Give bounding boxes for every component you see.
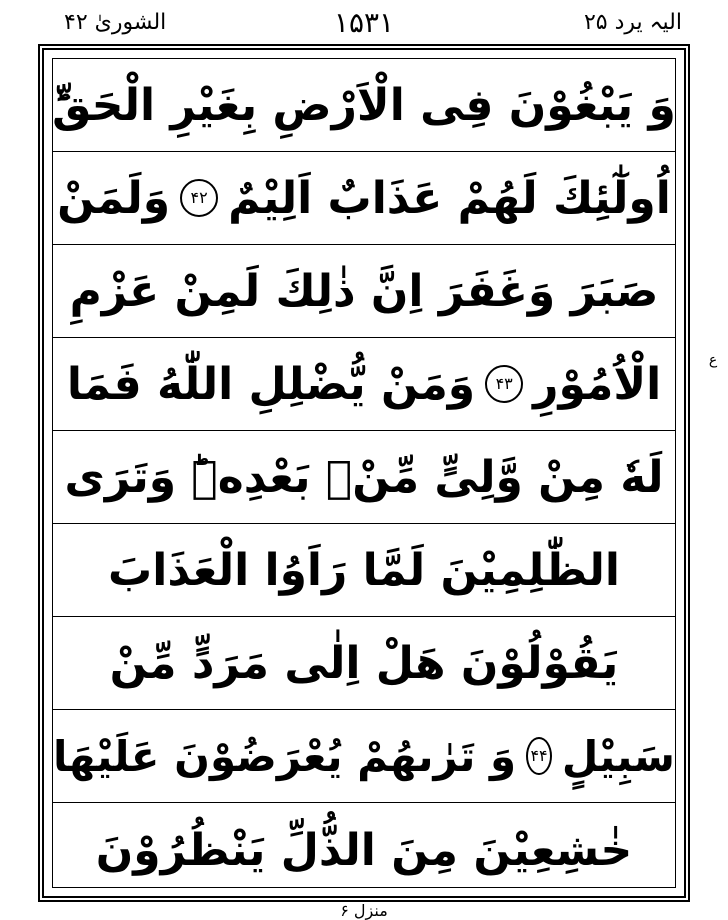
line-text: وَ تَرٰىهُمْ یُعْرَضُوْنَ عَلَیْهَا	[53, 731, 517, 781]
line-text: وَلَمَنْ	[57, 172, 171, 224]
line-text: الظّٰلِمِیْنَ لَمَّا رَاَوُا الْعَذَابَ	[108, 544, 620, 596]
text-line-2	[53, 152, 675, 245]
text-line-8	[53, 710, 675, 803]
text-line-3	[53, 245, 675, 338]
text-line-6	[53, 524, 675, 617]
text-line-9	[53, 803, 675, 897]
text-line-7	[53, 617, 675, 710]
verse-marker: ۴۲	[180, 179, 218, 217]
line-text: الْاُمُوْرِ	[533, 358, 662, 410]
line-text: لَهٗ مِنْ وَّلِیٍّ مِّنْۢ بَعْدِهٖؕ وَتَرَی	[64, 451, 664, 503]
text-area	[52, 58, 676, 888]
ruku-marker: ع	[708, 352, 718, 368]
text-line-1	[53, 59, 675, 152]
verse-marker: ۴۴	[526, 737, 552, 775]
surah-name: الشوریٰ ۴۲	[64, 10, 167, 35]
line-text: سَبِیْلٍ	[561, 731, 675, 781]
juz-name: الیہ یرد ۲۵	[583, 10, 682, 35]
text-line-5	[53, 431, 675, 524]
page-border	[38, 44, 690, 902]
line-text: وَ یَبْغُوْنَ فِی الْاَرْضِ بِغَیْرِ الْحَقِّؕ	[52, 79, 676, 131]
text-line-4	[53, 338, 675, 431]
line-text: وَمَنْ یُّضْلِلِ اللّٰهُ فَمَا	[66, 358, 476, 410]
line-text: صَبَرَ وَغَفَرَ اِنَّ ذٰلِكَ لَمِنْ عَزْمِ	[69, 265, 659, 317]
verse-marker: ۴۳	[485, 365, 523, 403]
manzil-footer: منزل ۶	[340, 901, 388, 920]
line-text: خٰشِعِیْنَ مِنَ الذُّلِّ یَنْظُرُوْنَ	[95, 824, 633, 876]
page-number: ۱۵۳۱	[333, 6, 395, 39]
line-text: اُولٰٓئِكَ لَهُمْ عَذَابٌ اَلِیْمٌ	[228, 172, 671, 224]
line-text: یَقُوْلُوْنَ هَلْ اِلٰی مَرَدٍّ مِّنْ	[109, 637, 619, 689]
page-header	[0, 6, 728, 40]
